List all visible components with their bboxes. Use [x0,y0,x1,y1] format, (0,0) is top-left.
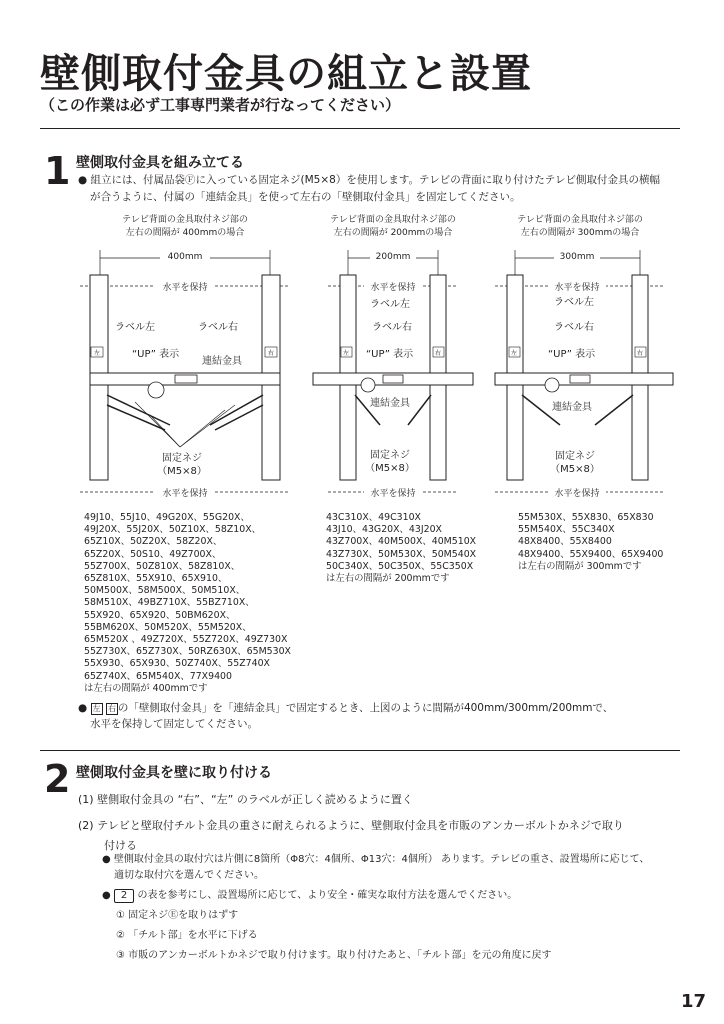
screw-callout-2: （M5×8） [365,463,415,474]
up-label-callout: “UP” 表示 [366,349,414,360]
step1-number: 1 [44,149,71,193]
step2-item2a: (2) テレビと壁取付チルト金具の重さに耐えられるように、壁側取付金具を市販のアンカーボルトかネジで取り [78,819,624,832]
svg-text:左: 左 [510,350,518,357]
level-label-top: 水平を保持 [554,283,600,293]
top-divider [40,128,680,129]
step2-subnotes [102,852,649,964]
models-200-list: 43C310X、49C310X 43J10、43G20X、43J20X 43Z700X、40M500X、40M510X 43Z730X、50M530X、50M540X 50C340X、50C350X、55C350X は左右の間隔が 200mmです [326,512,477,585]
mark-left: 左 [93,350,101,357]
step1-heading: 壁側取付金具を組み立てる [76,155,244,171]
caption-line2: 左右の間隔が 300mmの場合 [520,228,640,238]
label-right-callout: ラベル右 [198,322,238,333]
diagram-200mm [308,210,478,505]
left-mark-icon: 左 [92,704,101,713]
step2-item2b: 付ける [104,839,137,852]
screw-callout-1: 固定ネジ [555,451,595,462]
step1-bullet-line2: が合うように、付属の「連結金具」を使って左右の「壁側取付金具」を固定してください。 [90,191,521,203]
step2-number: 2 [44,757,71,801]
step2-body [78,790,624,856]
caption-line1: テレビ背面の金具取付ネジ部の [122,215,248,225]
step2-step-c: ③ 市販のアンカーボルトかネジで取り付けます。取り付けたあと、「チルト部」を元の角度に戻す [116,950,552,961]
step2-step-b: ② 「チルト部」を水平に下げる [116,930,258,941]
models-300-list: 55M530X、55X830、65X830 55M540X、55C340X 48X8400、55X8400 48X9400、55X9400、65X9400 は左右の間隔が 300mmです [518,512,664,572]
screw-callout-2: （M5×8） [550,464,600,475]
up-label-callout: “UP” 表示 [548,349,596,360]
dimension-label: 400mm [167,252,203,262]
step1-bullet-line1: ● 組立には、付属品袋Ⓕに入っている固定ネジ(M5×8）を使用します。テレビの背面に取り付けたテレビ側取付金具の横幅 [78,174,661,186]
label-left-callout: ラベル左 [370,299,410,310]
level-label-top: 水平を保持 [370,283,416,293]
screw-callout-1: 固定ネジ [162,453,202,464]
up-mark [148,382,164,398]
mark-right: 右 [267,350,275,357]
level-label-bottom: 水平を保持 [554,489,600,499]
svg-text:右: 右 [434,350,442,357]
up-label-callout: “UP” 表示 [132,349,180,360]
caption-line2: 左右の間隔が 400mmの場合 [125,228,245,238]
screw-callout-2: （M5×8） [157,466,207,477]
label-left-callout: ラベル左 [554,297,594,308]
mid-divider [40,750,680,751]
caption-line1: テレビ背面の金具取付ネジ部の [330,215,456,225]
step2-step-a: ① 固定ネジⒺを取りはずす [116,910,239,921]
level-label-top: 水平を保持 [162,283,208,293]
dimension-label: 300mm [559,252,595,262]
step2-sub1a: ● 壁側取付金具の取付穴は片側に8箇所（Φ8穴：4個所、Φ13穴：4個所） あります。テレビの重さ、設置場所に応じて、 [102,854,650,865]
page-title: 壁側取付金具の組立と設置 [40,51,532,97]
page-subtitle: （この作業は必ず工事専門業者が行なってください） [40,96,401,114]
level-label-bottom: 水平を保持 [370,489,416,499]
connector-callout: 連結金具 [552,402,592,413]
diagram-300mm [490,210,680,505]
diagram-400mm [60,210,310,505]
label-right-callout: ラベル右 [372,322,412,333]
caption-line2: 左右の間隔が 200mmの場合 [333,228,453,238]
connector-callout: 連結金具 [370,398,410,409]
svg-text:右: 右 [636,350,644,357]
svg-text:左: 左 [342,350,350,357]
step1-note-line1: ● 左 右 の「壁側取付金具」を「連結金具」で固定するとき、上図のように間隔が400mm/300mm/200mmで、 [78,702,614,714]
right-mark-icon: 右 [107,704,116,713]
label-left-callout: ラベル左 [115,322,155,333]
step2-item1: (1) 壁側取付金具の “右”、“左” のラベルが正しく読めるように置く [78,793,413,806]
screw-callout-1: 固定ネジ [370,450,410,461]
label-right-callout: ラベル右 [554,322,594,333]
page-number: 17 [680,991,706,1012]
connector-callout: 連結金具 [202,356,242,367]
step2-heading: 壁側取付金具を壁に取り付ける [76,765,272,781]
dimension-label: 200mm [375,252,411,262]
step-ref-icon: 2 [114,889,134,903]
level-label-bottom: 水平を保持 [162,489,208,499]
step2-sub2: ● 2 の表を参考にし、設置場所に応じて、より安全・確実な取付方法を選んでください。 [102,890,518,901]
models-400-list: 49J10、55J10、49G20X、55G20X、 49J20X、55J20X、50Z10X、58Z10X、 65Z10X、50Z20X、58Z20X、 65Z20X、50S10、49Z700X、 55Z700X、50Z810X、58Z810X、 65Z810X、55X910、65X910、 50M500X、58M500X、50M510X、 58M510X、49BZ710X、55BZ710X、 55X920、65X920、50BM620X、 55BM620X、50M520X、55M520X、 65M520X 、49Z720X、55Z720X、49Z730X 55Z730X、65Z730X、50RZ630X、65M530X 55X930、65X930、50Z740X、55Z740X 65Z740X、65M540X、77X9400 は左右の間隔が 400mmです [84,512,291,694]
caption-line1: テレビ背面の金具取付ネジ部の [517,215,643,225]
step2-sub1b: 適切な取付穴を選んでください。 [114,870,264,881]
step1-note-line2: 水平を保持して固定してください。 [90,718,258,730]
